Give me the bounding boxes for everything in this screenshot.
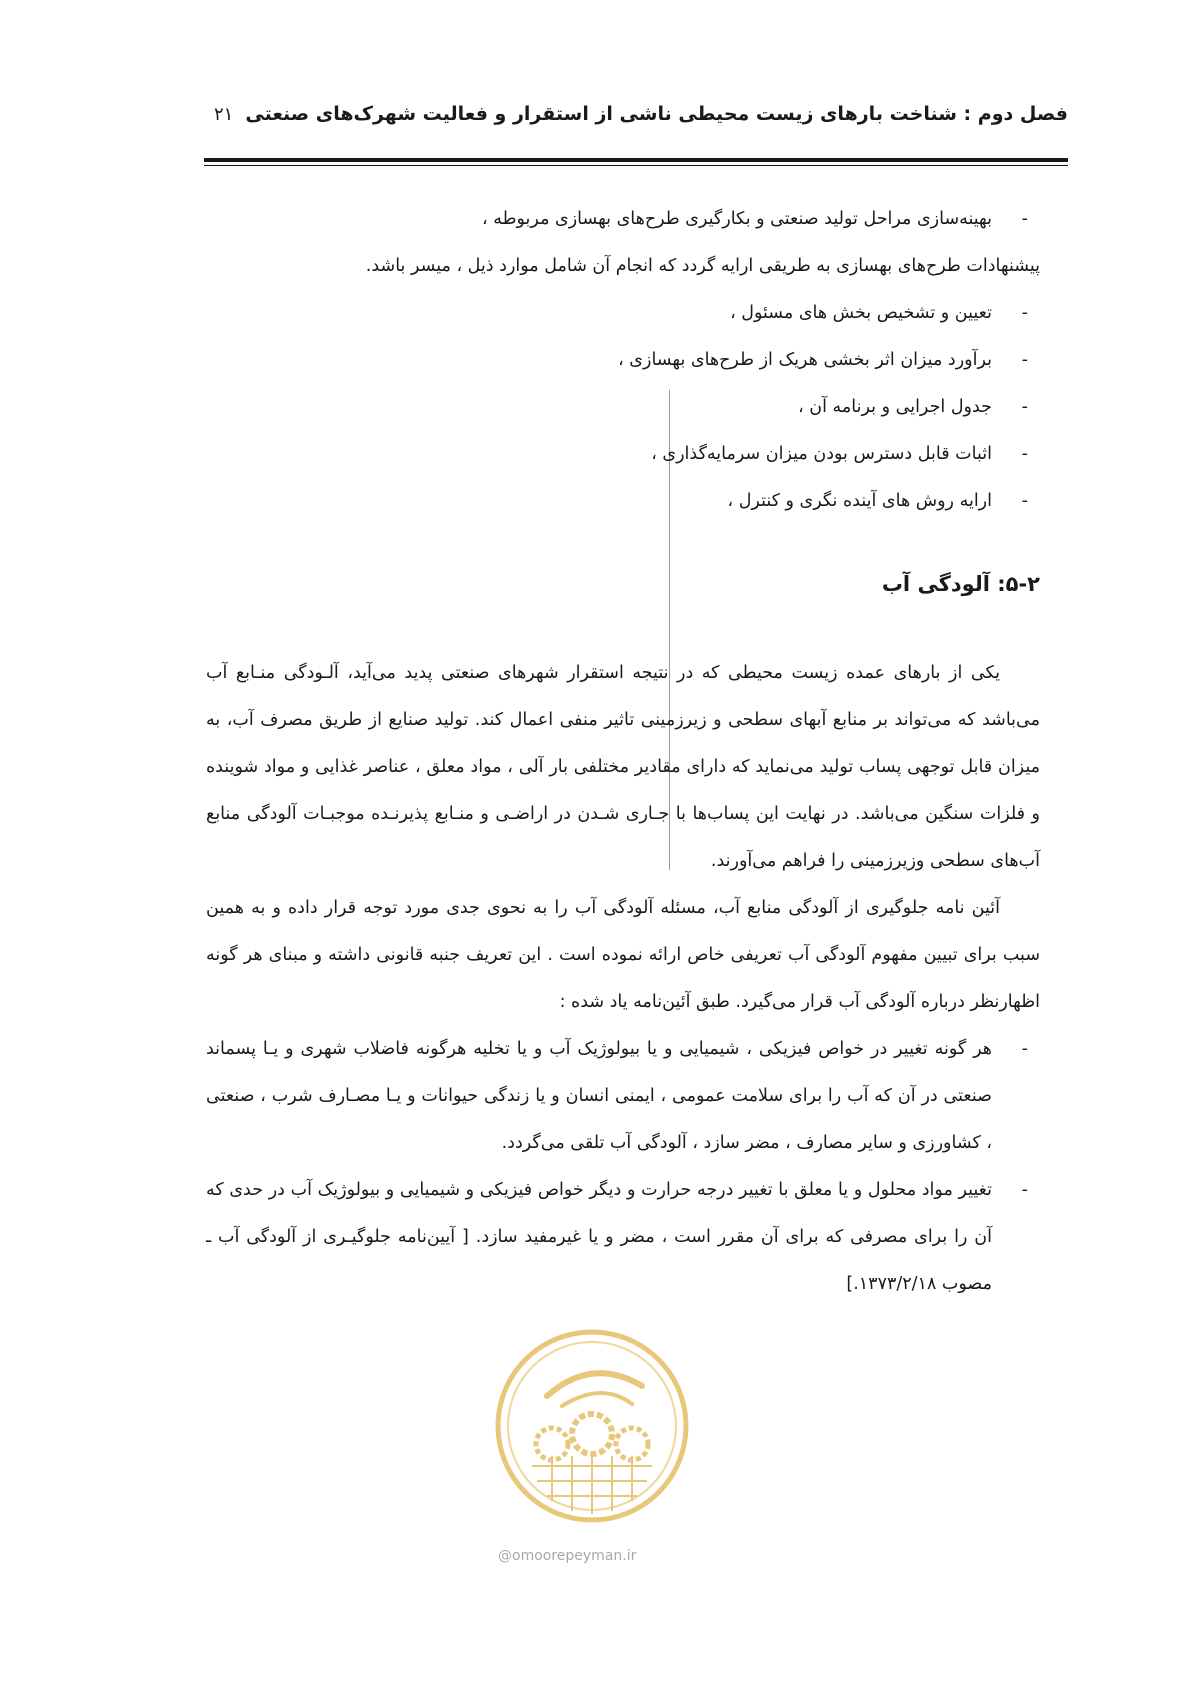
watermark-url: @omoorepeyman.ir	[498, 1548, 637, 1564]
list-item: - اثبات قابل دسترس بودن میزان سرمایه‌گذاری ،	[206, 431, 992, 478]
list-item: - هر گونه تغییر در خواص فیزیکی ، شیمیایی و یا بیولوژیک آب و یا تخلیه هرگونه فاضلاب شهری و یـا پسماند صنعتی در آن که آب را برای سلامت عمومی ، ایمنی انسان و یا زندگی حیوانات و یـا مصـارف شرب ، صنعتی ، کشاورزی و سایر مصارف ، مضر سازد ، آلودگی آب تلقی می‌گردد.	[206, 1026, 992, 1167]
intro-paragraph: پیشنهادات طرح‌های بهسازی به طریقی ارایه گردد که انجام آن شامل موارد ذیل ، میسر باشد.	[365, 256, 1040, 276]
list-item: - ارایه روش های آینده نگری و کنترل ،	[206, 478, 992, 525]
list-item: - جدول اجرایی و برنامه آن ،	[206, 384, 992, 431]
page-number: ۲۱	[214, 104, 234, 125]
body-paragraph: یکی از بارهای عمده زیست محیطی که در نتیجه استقرار شهرهای صنعتی پدید می‌آید، آلـودگی منـابع آب می‌باشد که می‌تواند بر منابع آبهای سطحی و زیرزمینی تاثیر منفی اعمال کند. تولید صنایع از طریق مصرف آب، به میزان قابل توجهی پساب تولید می‌نماید که دارای مقادیر مختلفی بار آلی ، مواد معلق ، عناصر غذایی و مواد شوینده و فلزات سنگین می‌باشد. در نهایت این پساب‌ها با جـاری شـدن در اراضـی و منـابع پذیرنـده موجبـات آلودگی منابع آب‌های سطحی وزیرزمینی را فراهم می‌آورند.	[206, 663, 1040, 871]
list-item: - بهینه‌سازی مراحل تولید صنعتی و بکارگیری طرح‌های بهسازی مربوطه ،	[206, 196, 992, 243]
document-body	[206, 196, 1040, 1308]
body-paragraph: آئین نامه جلوگیری از آلودگی منابع آب، مسئله آلودگی آب را به نحوی جدی مورد توجه قرار داده و به همین سبب برای تبیین مفهوم آلودگی آب تعریفی خاص ارائه نموده است . این تعریف جنبه قانونی داشته و مبنای هر گونه اظهارنظر درباره آلودگی آب قرار می‌گیرد. طبق آئین‌نامه یاد شده :	[206, 898, 1040, 1012]
list-item: - برآورد میزان اثر بخشی هریک از طرح‌های بهسازی ،	[206, 337, 992, 384]
definitions-list	[206, 1026, 1040, 1308]
header-rule-thin	[204, 165, 1068, 166]
chapter-header-title: فصل دوم : شناخت بارهای زیست محیطی ناشی از استقرار و فعالیت شهرک‌های صنعتی	[245, 103, 1068, 125]
intro-list	[206, 196, 1040, 243]
watermark-seal-logo	[492, 1326, 692, 1526]
section-heading: ۵-۲: آلودگی آب	[881, 572, 1040, 596]
requirements-list	[206, 290, 1040, 525]
list-item: - تعیین و تشخیص بخش های مسئول ،	[206, 290, 992, 337]
header-rule-thick	[204, 158, 1068, 162]
list-item: - تغییر مواد محلول و یا معلق با تغییر درجه حرارت و دیگر خواص فیزیکی و شیمیایی و بیولوژیک آب در حدی که آن را برای مصرفی که برای آن مقرر است ، مضر و یا غیرمفید سازد. [ آیین‌نامه جلوگیـری از آلودگی آب ـ مصوب ۱۳۷۳/۲/۱۸.]	[206, 1167, 992, 1308]
